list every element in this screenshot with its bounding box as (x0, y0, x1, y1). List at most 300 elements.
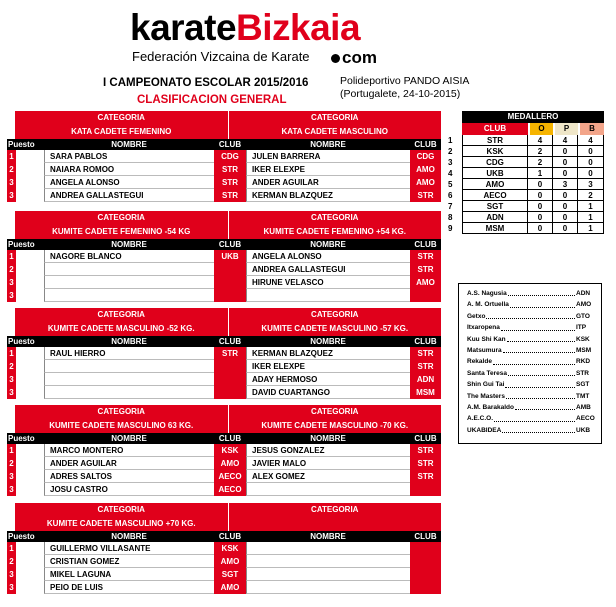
club-cell (410, 289, 441, 302)
club-cell: AMO (410, 276, 441, 289)
legend-club-name: UKABIDEA (467, 426, 502, 434)
legend-club-name: A. M. Ortuella (467, 301, 509, 309)
club-cell: AMO (214, 581, 246, 594)
nombre-header: NOMBRE (111, 140, 147, 149)
spacer (16, 289, 44, 302)
gold-count: 0 (528, 212, 553, 223)
spacer (16, 276, 44, 289)
athlete-name: ADRES SALTOS (44, 470, 214, 483)
position-cell: 3 (7, 568, 16, 581)
position-cell: 1 (7, 542, 16, 555)
athlete-name (44, 289, 214, 302)
club-cell (214, 276, 246, 289)
medal-row (448, 201, 606, 212)
silver-count: 0 (553, 190, 578, 201)
medal-row (448, 190, 606, 201)
category-label: CATEGORIA (311, 213, 359, 222)
table-row (7, 189, 441, 202)
athlete-name (246, 542, 410, 555)
category-block (7, 111, 441, 202)
dotted-leader (507, 334, 575, 342)
spacer (16, 483, 44, 496)
club-cell: CDG (214, 150, 246, 163)
club-cell (410, 568, 441, 581)
logo-com: com (342, 48, 377, 67)
medal-rank: 3 (448, 158, 453, 167)
athlete-name (44, 263, 214, 276)
table-row (7, 555, 441, 568)
category-header (15, 111, 441, 139)
category-header (15, 503, 441, 531)
venue-info (340, 75, 469, 101)
position-cell: 2 (7, 555, 16, 568)
dotted-leader (494, 413, 575, 421)
spacer (16, 189, 44, 202)
category-name: KATA CADETE FEMENINO (71, 127, 172, 136)
athlete-name: DAVID CUARTANGO (246, 386, 410, 399)
medal-club: STR (462, 135, 528, 146)
table-row (7, 373, 441, 386)
category-label: CATEGORIA (97, 310, 145, 319)
legend-item (467, 356, 596, 367)
nombre-header: NOMBRE (310, 140, 346, 149)
column-header (7, 336, 441, 347)
medal-rank: 9 (448, 224, 453, 233)
athlete-name: JULEN BARRERA (246, 150, 410, 163)
dotted-leader (510, 299, 575, 307)
medal-club: ADN (462, 212, 528, 223)
club-cell: KSK (214, 444, 246, 457)
spacer (16, 347, 44, 360)
position-cell: 2 (7, 457, 16, 470)
medal-rank: 7 (448, 202, 453, 211)
spacer (16, 444, 44, 457)
club-cell (214, 360, 246, 373)
legend-club-abbr: AECO (576, 415, 595, 423)
club-header: CLUB (218, 240, 242, 249)
gold-count: 2 (528, 146, 553, 157)
club-cell (214, 289, 246, 302)
medal-row (448, 179, 606, 190)
silver-count: 0 (553, 146, 578, 157)
bronze-count: 0 (578, 157, 604, 168)
club-cell: STR (410, 347, 441, 360)
athlete-name: IKER ELEXPE (246, 360, 410, 373)
legend-club-abbr: MSM (576, 346, 592, 354)
puesto-header: Puesto (8, 140, 35, 149)
athlete-name (246, 581, 410, 594)
legend-club-name: Kuu Shi Kan (467, 335, 506, 343)
legend-item (467, 299, 596, 310)
club-cell: STR (410, 444, 441, 457)
athlete-name: CRISTIAN GOMEZ (44, 555, 214, 568)
legend-club-abbr: RKD (576, 358, 591, 366)
silver-count: 0 (553, 201, 578, 212)
table-row (7, 150, 441, 163)
athlete-name (44, 386, 214, 399)
position-cell: 3 (7, 581, 16, 594)
athlete-name: RAUL HIERRO (44, 347, 214, 360)
legend-item (467, 379, 596, 390)
medal-rank: 1 (448, 136, 453, 145)
category-cell-left (15, 111, 229, 139)
medal-club: CDG (462, 157, 528, 168)
club-cell: AMO (410, 176, 441, 189)
medal-rank: 5 (448, 180, 453, 189)
table-row (7, 347, 441, 360)
spacer (16, 263, 44, 276)
bronze-count: 1 (578, 212, 604, 223)
dotted-leader (508, 288, 575, 296)
bronze-count: 0 (578, 168, 604, 179)
category-cell-left (15, 503, 229, 531)
club-header: CLUB (414, 140, 437, 149)
club-cell (410, 581, 441, 594)
legend-club-name: Rekalde (467, 358, 492, 366)
puesto-header: Puesto (8, 337, 35, 346)
club-header: CLUB (218, 337, 242, 346)
club-cell: ADN (410, 373, 441, 386)
spacer (16, 250, 44, 263)
category-block (7, 308, 441, 399)
category-name: KUMITE CADETE FEMENINO +54 KG. (263, 227, 406, 236)
athlete-name: JAVIER MALO (246, 457, 410, 470)
club-cell: STR (214, 163, 246, 176)
athlete-name (44, 373, 214, 386)
athlete-name (246, 555, 410, 568)
club-cell (214, 373, 246, 386)
position-cell: 3 (7, 483, 16, 496)
club-header: CLUB (414, 532, 437, 541)
puesto-header: Puesto (8, 532, 35, 541)
category-label: CATEGORIA (311, 407, 359, 416)
column-header (7, 531, 441, 542)
category-label: CATEGORIA (311, 505, 359, 514)
spacer (16, 542, 44, 555)
athlete-name: HIRUNE VELASCO (246, 276, 410, 289)
club-cell (410, 555, 441, 568)
category-label: CATEGORIA (97, 505, 145, 514)
category-label: CATEGORIA (311, 310, 359, 319)
column-header (7, 239, 441, 250)
nombre-header: NOMBRE (111, 240, 147, 249)
athlete-name (44, 360, 214, 373)
category-label: CATEGORIA (97, 213, 145, 222)
spacer (16, 163, 44, 176)
club-header: CLUB (414, 434, 437, 443)
medal-club: MSM (462, 223, 528, 234)
bronze-count: 1 (578, 201, 604, 212)
club-cell: AMO (410, 163, 441, 176)
gold-count: 0 (528, 201, 553, 212)
legend-club-name: Santa Teresa (467, 369, 507, 377)
position-cell: 1 (7, 347, 16, 360)
medal-club: KSK (462, 146, 528, 157)
category-name: KUMITE CADETE MASCULINO 63 KG. (49, 421, 194, 430)
club-header: CLUB (218, 434, 242, 443)
gold-count: 0 (528, 223, 553, 234)
nombre-header: NOMBRE (111, 532, 147, 541)
nombre-header: NOMBRE (310, 240, 346, 249)
medal-row (448, 223, 606, 234)
athlete-name: ALEX GOMEZ (246, 470, 410, 483)
gold-count: 0 (528, 179, 553, 190)
athlete-name: MIKEL LAGUNA (44, 568, 214, 581)
position-cell: 3 (7, 470, 16, 483)
legend-item (467, 322, 596, 333)
legend-club-name: Getxo (467, 312, 486, 320)
logo-wordmark: karateBizkaia (130, 7, 361, 48)
medal-table (448, 111, 606, 234)
dotted-leader (502, 425, 575, 433)
category-header (15, 405, 441, 433)
athlete-name: ANDER AGUILAR (246, 176, 410, 189)
silver-count: 0 (553, 223, 578, 234)
position-cell: 3 (7, 289, 16, 302)
gold-header: O (528, 123, 553, 135)
medal-row (448, 168, 606, 179)
table-row (7, 250, 441, 263)
legend-item (467, 413, 596, 424)
club-cell (410, 483, 441, 496)
category-name: KATA CADETE MASCULINO (281, 127, 388, 136)
position-cell: 3 (7, 386, 16, 399)
table-row (7, 483, 441, 496)
category-name: KUMITE CADETE MASCULINO -52 KG. (47, 324, 195, 333)
bronze-count: 2 (578, 190, 604, 201)
dotted-leader (493, 356, 575, 364)
club-cell: KSK (214, 542, 246, 555)
category-cell-right (229, 405, 442, 433)
club-cell: UKB (214, 250, 246, 263)
medal-rows (448, 135, 606, 234)
venue-line-1: Polideportivo PANDO AISIA (340, 75, 470, 87)
athlete-name: NAIARA ROMOO (44, 163, 214, 176)
position-cell: 3 (7, 373, 16, 386)
table-row (7, 542, 441, 555)
category-cell-right (229, 308, 442, 336)
club-cell: STR (410, 457, 441, 470)
category-cell-right (229, 503, 442, 531)
medal-rank: 2 (448, 147, 453, 156)
dotted-leader (505, 379, 575, 387)
position-cell: 2 (7, 360, 16, 373)
position-cell: 1 (7, 250, 16, 263)
gold-count: 4 (528, 135, 553, 146)
club-header: CLUB (414, 337, 437, 346)
legend-club-name: Matsumura (467, 346, 502, 354)
club-cell: STR (410, 360, 441, 373)
table-row (7, 444, 441, 457)
athlete-name: MARCO MONTERO (44, 444, 214, 457)
dotted-leader (503, 345, 575, 353)
athlete-name (246, 483, 410, 496)
category-label: CATEGORIA (97, 407, 145, 416)
category-name: KUMITE CADETE MASCULINO -70 KG. (261, 421, 409, 430)
spacer (16, 373, 44, 386)
table-row (7, 568, 441, 581)
position-cell: 1 (7, 444, 16, 457)
gold-count: 2 (528, 157, 553, 168)
legend-item (467, 391, 596, 402)
medal-row (448, 157, 606, 168)
club-header: CLUB (218, 140, 242, 149)
legend-club-abbr: ADN (576, 290, 591, 297)
medal-row (448, 212, 606, 223)
athlete-name: JOSU CASTRO (44, 483, 214, 496)
category-header (15, 308, 441, 336)
spacer (16, 568, 44, 581)
spacer (16, 150, 44, 163)
logo-subtitle: Federación Vizcaina de Karate (132, 49, 310, 64)
category-header (15, 211, 441, 239)
athlete-name: IKER ELEXPE (246, 163, 410, 176)
column-header (7, 139, 441, 150)
club-cell (214, 263, 246, 276)
club-cell: CDG (410, 150, 441, 163)
legend-item (467, 334, 596, 345)
category-cell-right (229, 211, 442, 239)
spacer (16, 555, 44, 568)
category-label: CATEGORIA (97, 113, 145, 122)
legend-club-abbr: GTO (576, 312, 590, 320)
athlete-name: KERMAN BLAZQUEZ (246, 189, 410, 202)
club-legend (458, 283, 602, 444)
athlete-name: GUILLERMO VILLASANTE (44, 542, 214, 555)
club-cell: AMO (214, 457, 246, 470)
karate-bizkaia-logo (130, 8, 430, 70)
athlete-name: ANGELA ALONSO (246, 250, 410, 263)
legend-club-name: A.M. Barakaldo (467, 403, 514, 411)
medal-row (448, 135, 606, 146)
table-row (7, 176, 441, 189)
position-cell: 2 (7, 163, 16, 176)
legend-club-abbr: AMB (576, 403, 591, 411)
nombre-header: NOMBRE (310, 337, 346, 346)
logo-dot-icon (331, 54, 340, 63)
legend-club-name: A.S. Nagusia (467, 290, 507, 297)
spacer (16, 581, 44, 594)
medal-club: AMO (462, 179, 528, 190)
club-cell: SGT (214, 568, 246, 581)
nombre-header: NOMBRE (310, 532, 346, 541)
club-cell: AECO (214, 483, 246, 496)
athlete-name: SARA PABLOS (44, 150, 214, 163)
athlete-name: KERMAN BLAZQUEZ (246, 347, 410, 360)
athlete-name (246, 568, 410, 581)
club-cell: AMO (214, 555, 246, 568)
silver-count: 0 (553, 212, 578, 223)
dotted-leader (515, 402, 575, 410)
legend-club-name: A.E.C.O. (467, 415, 494, 423)
athlete-name: ANDER AGUILAR (44, 457, 214, 470)
legend-club-abbr: TMT (576, 392, 590, 400)
club-cell: AECO (214, 470, 246, 483)
category-block (7, 503, 441, 594)
silver-count: 0 (553, 157, 578, 168)
table-row (7, 276, 441, 289)
nombre-header: NOMBRE (111, 434, 147, 443)
category-block (7, 405, 441, 496)
club-cell: STR (410, 470, 441, 483)
club-header: CLUB (218, 532, 242, 541)
gold-count: 0 (528, 190, 553, 201)
bronze-header: B (578, 123, 604, 135)
legend-club-abbr: AMO (576, 301, 592, 309)
page-subtitle: CLASIFICACION GENERAL (137, 94, 287, 106)
legend-item (467, 288, 596, 299)
athlete-name: ANDREA GALLASTEGUI (246, 263, 410, 276)
silver-count: 3 (553, 179, 578, 190)
category-block (7, 211, 441, 302)
silver-count: 0 (553, 168, 578, 179)
gold-count: 1 (528, 168, 553, 179)
bronze-count: 1 (578, 223, 604, 234)
silver-header: P (553, 123, 578, 135)
medal-rank: 6 (448, 191, 453, 200)
category-name: KUMITE CADETE FEMENINO -54 KG (52, 227, 191, 236)
athlete-name: JESUS GONZALEZ (246, 444, 410, 457)
legend-club-name: Shin Gui Tai (467, 381, 505, 389)
club-header: CLUB (414, 240, 437, 249)
category-cell-right (229, 111, 442, 139)
table-row (7, 457, 441, 470)
position-cell: 1 (7, 150, 16, 163)
category-cell-left (15, 308, 229, 336)
athlete-name: PEIO DE LUIS (44, 581, 214, 594)
position-cell: 3 (7, 176, 16, 189)
club-cell: STR (214, 189, 246, 202)
dotted-leader (508, 368, 575, 376)
athlete-name: ADAY HERMOSO (246, 373, 410, 386)
legend-club-abbr: KSK (576, 335, 590, 343)
category-label: CATEGORIA (311, 113, 359, 122)
category-name: KUMITE CADETE MASCULINO -57 KG. (261, 324, 409, 333)
column-header (7, 433, 441, 444)
medal-rank: 4 (448, 169, 453, 178)
bronze-count: 3 (578, 179, 604, 190)
athlete-name (44, 276, 214, 289)
legend-club-abbr: STR (576, 369, 589, 377)
bronze-count: 4 (578, 135, 604, 146)
silver-count: 4 (553, 135, 578, 146)
legend-item (467, 402, 596, 413)
club-cell (214, 386, 246, 399)
category-cell-left (15, 211, 229, 239)
medal-club-header: CLUB (462, 123, 528, 135)
legend-club-name: Itxaropena (467, 324, 500, 332)
club-cell: MSM (410, 386, 441, 399)
position-cell: 3 (7, 189, 16, 202)
category-name: KUMITE CADETE MASCULINO +70 KG. (46, 519, 196, 528)
legend-club-abbr: UKB (576, 426, 591, 434)
legend-club-name: The Masters (467, 392, 505, 400)
nombre-header: NOMBRE (111, 337, 147, 346)
category-cell-left (15, 405, 229, 433)
table-row (7, 581, 441, 594)
spacer (16, 176, 44, 189)
legend-item (467, 311, 596, 322)
medal-row (448, 146, 606, 157)
position-cell: 2 (7, 263, 16, 276)
dotted-leader (506, 391, 575, 399)
medal-rank: 8 (448, 213, 453, 222)
puesto-header: Puesto (8, 240, 35, 249)
legend-item (467, 368, 596, 379)
venue-line-2: (Portugalete, 24-10-2015) (340, 88, 461, 100)
club-cell: STR (214, 176, 246, 189)
table-row (7, 386, 441, 399)
